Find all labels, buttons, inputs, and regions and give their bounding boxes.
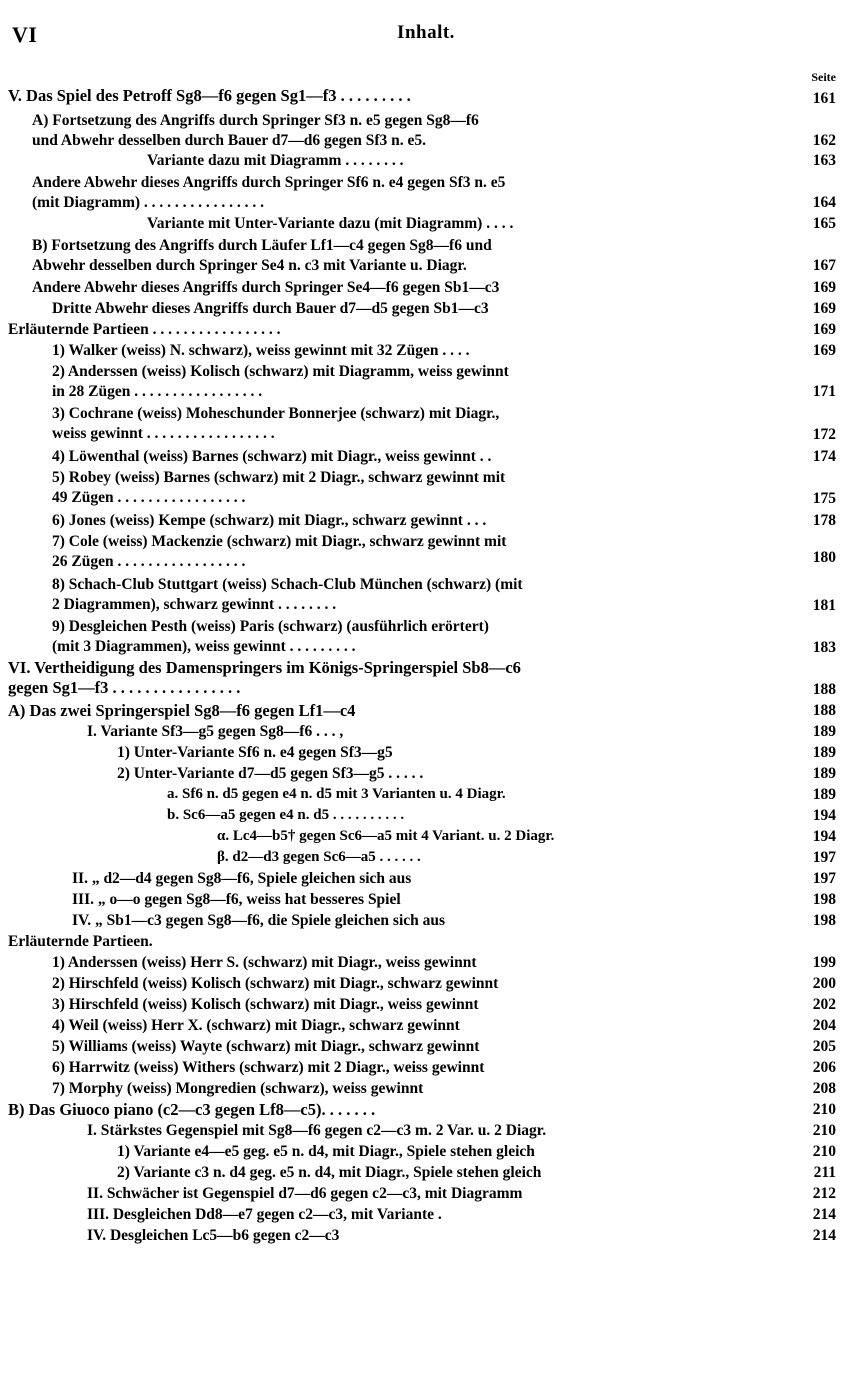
toc-entry-text: 9) Desgleichen Pesth (weiss) Paris (schwarz) (ausführlich erörtert) (mit 3 Diagrammen), weiss gewinnt . . . . . . . . . [52, 618, 489, 655]
toc-entry-page: 161 [812, 90, 836, 107]
toc-entry-page: 206 [812, 1059, 836, 1076]
toc-entry-page: 211 [813, 1164, 836, 1181]
toc-entry-text: 2) Hirschfeld (weiss) Kolisch (schwarz) mit Diagr., schwarz gewinnt [52, 975, 499, 992]
page-title: Inhalt. [397, 22, 455, 43]
toc-entry [0, 869, 852, 890]
toc-entry-text: III. „ o—o gegen Sg8—f6, weiss hat besseres Spiel [72, 891, 401, 908]
toc-entry-page: 189 [812, 744, 836, 761]
toc-entry [0, 995, 852, 1016]
toc-entry [0, 362, 852, 404]
toc-entry-page: 198 [812, 891, 836, 908]
toc-entry [0, 932, 852, 953]
toc-entry [0, 1142, 852, 1163]
toc-entry-page: 210 [812, 1101, 836, 1118]
toc-entry-text: 4) Weil (weiss) Herr X. (schwarz) mit Diagr., schwarz gewinnt [52, 1017, 460, 1034]
toc-entry-page: 199 [812, 954, 836, 971]
toc-entry-page: 189 [812, 786, 836, 803]
toc-entry [0, 617, 852, 658]
toc-entry [0, 468, 852, 511]
toc-entry [0, 1226, 852, 1247]
toc-entry-page: 197 [812, 870, 836, 887]
toc-entry-page: 214 [812, 1227, 836, 1244]
toc-entry-page: 198 [812, 912, 836, 929]
toc-entry-text: 2) Variante c3 n. d4 geg. e5 n. d4, mit Diagr., Spiele stehen gleich [117, 1164, 542, 1181]
toc-entry [0, 911, 852, 932]
toc-entry-page: 188 [812, 702, 836, 719]
toc-entry-page: 167 [812, 257, 836, 274]
toc-entry-page: 197 [812, 849, 836, 866]
toc-entry [0, 341, 852, 362]
toc-entry-text: A) Das zwei Springerspiel Sg8—f6 gegen Lf1—c4 [8, 701, 356, 720]
toc-entry [0, 890, 852, 911]
table-of-contents [0, 86, 852, 1247]
toc-entry-text: 2) Unter-Variante d7—d5 gegen Sf3—g5 . . . . . [117, 765, 424, 782]
toc-entry-text: 3) Cochrane (weiss) Moheschunder Bonnerjee (schwarz) mit Diagr., weiss gewinnt . . . . . . . . . . . . . . . . . [52, 405, 500, 442]
toc-entry-page: 200 [812, 975, 836, 992]
toc-entry [0, 299, 852, 320]
toc-entry-text: 3) Hirschfeld (weiss) Kolisch (schwarz) mit Diagr., weiss gewinnt [52, 996, 479, 1013]
toc-entry [0, 1037, 852, 1058]
toc-entry-page: 189 [812, 765, 836, 782]
toc-entry-page: 194 [812, 807, 836, 824]
toc-entry [0, 1079, 852, 1100]
toc-entry-page: 165 [812, 215, 836, 232]
toc-entry [0, 1058, 852, 1079]
toc-entry [0, 1184, 852, 1205]
toc-entry-text: a. Sf6 n. d5 gegen e4 n. d5 mit 3 Varianten u. 4 Diagr. [167, 786, 506, 802]
toc-entry [0, 764, 852, 785]
toc-entry-page: 202 [812, 996, 836, 1013]
toc-entry [0, 848, 852, 869]
toc-entry-page: 169 [812, 300, 836, 317]
toc-entry-text: 5) Robey (weiss) Barnes (schwarz) mit 2 Diagr., schwarz gewinnt mit 49 Zügen . . . . . . . . . . . . . . . . . [52, 469, 506, 506]
toc-entry-page: 169 [812, 342, 836, 359]
toc-entry-text: II. „ d2—d4 gegen Sg8—f6, Spiele gleichen sich aus [72, 870, 412, 887]
toc-entry-text: α. Lc4—b5† gegen Sc6—a5 mit 4 Variant. u. 2 Diagr. [217, 828, 555, 844]
toc-entry [0, 1016, 852, 1037]
toc-entry-text: 4) Löwenthal (weiss) Barnes (schwarz) mit Diagr., weiss gewinnt . . [52, 448, 492, 465]
toc-entry [0, 404, 852, 447]
toc-entry [0, 974, 852, 995]
toc-entry [0, 111, 852, 151]
toc-entry-text: B) Fortsetzung des Angriffs durch Läufer Lf1—c4 gegen Sg8—f6 und Abwehr desselben durch Springer Se4 n. c3 mit Variante u. Diagr. [32, 237, 492, 274]
toc-entry-page: 178 [812, 512, 836, 529]
toc-entry-page: 214 [812, 1206, 836, 1223]
toc-entry-page: 183 [812, 639, 836, 656]
toc-entry-text: 7) Cole (weiss) Mackenzie (schwarz) mit Diagr., schwarz gewinnt mit 26 Zügen . . . . . . . . . . . . . . . . . [52, 533, 507, 570]
toc-entry-text: 2) Anderssen (weiss) Kolisch (schwarz) mit Diagramm, weiss gewinnt in 28 Zügen . . . . . . . . . . . . . . . . . [52, 363, 509, 400]
toc-entry-page: 194 [812, 828, 836, 845]
toc-entry-page: 175 [812, 490, 836, 507]
toc-entry-text: I. Variante Sf3—g5 gegen Sg8—f6 . . . , [87, 723, 344, 740]
toc-entry [0, 86, 852, 111]
toc-entry-text: 6) Jones (weiss) Kempe (schwarz) mit Diagr., schwarz gewinnt . . . [52, 512, 487, 529]
page-column-header: Seite [811, 70, 836, 84]
toc-entry-text: Erläuternde Partieen. [8, 933, 153, 950]
toc-entry-text: B) Das Giuoco piano (c2—c3 gegen Lf8—c5). . . . . . . [8, 1100, 376, 1119]
toc-entry [0, 1121, 852, 1142]
toc-entry-page: 204 [812, 1017, 836, 1034]
toc-entry-text: 6) Harrwitz (weiss) Withers (schwarz) mit 2 Diagr., weiss gewinnt [52, 1059, 485, 1076]
toc-entry-text: 7) Morphy (weiss) Mongredien (schwarz), weiss gewinnt [52, 1080, 424, 1097]
toc-entry [0, 1163, 852, 1184]
toc-entry-text: Andere Abwehr dieses Angriffs durch Springer Sf6 n. e4 gegen Sf3 n. e5 (mit Diagramm) . . . . . . . . . . . . . . . . [32, 174, 506, 211]
toc-entry-text: V. Das Spiel des Petroff Sg8—f6 gegen Sg1—f3 . . . . . . . . . [8, 86, 411, 105]
toc-entry-page: 172 [812, 426, 836, 443]
toc-entry [0, 575, 852, 617]
toc-entry-text: 1) Anderssen (weiss) Herr S. (schwarz) mit Diagr., weiss gewinnt [52, 954, 477, 971]
toc-entry-text: A) Fortsetzung des Angriffs durch Springer Sf3 n. e5 gegen Sg8—f6 und Abwehr desselben durch Bauer d7—d6 gegen Sf3 n. e5. [32, 112, 479, 149]
toc-entry [0, 953, 852, 974]
toc-entry-page: 212 [812, 1185, 836, 1202]
toc-entry-page: 163 [812, 152, 836, 169]
toc-entry [0, 214, 852, 236]
toc-entry [0, 785, 852, 806]
toc-entry-page: 205 [812, 1038, 836, 1055]
toc-entry [0, 743, 852, 764]
toc-entry-page: 174 [812, 448, 836, 465]
toc-entry [0, 511, 852, 532]
toc-entry-text: 1) Walker (weiss) N. schwarz), weiss gewinnt mit 32 Zügen . . . . [52, 342, 470, 359]
toc-entry-text: VI. Vertheidigung des Damenspringers im Königs-Springerspiel Sb8—c6 gegen Sg1—f3 . . . . . . . . . . . . . . . . [8, 658, 521, 697]
toc-entry-text: Dritte Abwehr dieses Angriffs durch Bauer d7—d5 gegen Sb1—c3 [52, 300, 489, 317]
toc-entry [0, 173, 852, 214]
toc-entry-page: 162 [812, 132, 836, 149]
toc-entry-text: Andere Abwehr dieses Angriffs durch Springer Se4—f6 gegen Sb1—c3 [32, 279, 500, 296]
toc-entry-text: b. Sc6—a5 gegen e4 n. d5 . . . . . . . . . . [167, 807, 405, 823]
toc-entry [0, 827, 852, 848]
toc-entry-page: 180 [812, 549, 836, 566]
toc-entry-page: 169 [812, 279, 836, 296]
toc-entry-text: 5) Williams (weiss) Wayte (schwarz) mit Diagr., schwarz gewinnt [52, 1038, 480, 1055]
toc-entry [0, 320, 852, 341]
toc-entry-text: III. Desgleichen Dd8—e7 gegen c2—c3, mit Variante . [87, 1206, 442, 1223]
toc-entry [0, 447, 852, 468]
page-header [0, 0, 852, 50]
toc-entry [0, 1205, 852, 1226]
toc-entry [0, 722, 852, 743]
toc-entry [0, 806, 852, 827]
toc-entry [0, 151, 852, 173]
toc-entry [0, 236, 852, 278]
toc-entry [0, 658, 852, 701]
toc-entry-page: 169 [812, 321, 836, 338]
toc-entry-page: 189 [812, 723, 836, 740]
toc-entry [0, 532, 852, 575]
toc-entry-text: IV. Desgleichen Lc5—b6 gegen c2—c3 [87, 1227, 340, 1244]
toc-entry-page: 188 [812, 681, 836, 698]
toc-entry-text: II. Schwächer ist Gegenspiel d7—d6 gegen c2—c3, mit Diagramm [87, 1185, 523, 1202]
toc-entry-text: I. Stärkstes Gegenspiel mit Sg8—f6 gegen c2—c3 m. 2 Var. u. 2 Diagr. [87, 1122, 547, 1139]
toc-entry-text: IV. „ Sb1—c3 gegen Sg8—f6, die Spiele gleichen sich aus [72, 912, 446, 929]
toc-entry-text: 8) Schach-Club Stuttgart (weiss) Schach-Club München (schwarz) (mit 2 Diagrammen), schwarz gewinnt . . . . . . . . [52, 576, 523, 613]
toc-entry-text: Variante mit Unter-Variante dazu (mit Diagramm) . . . . [147, 215, 514, 232]
toc-entry-page: 171 [812, 383, 836, 400]
toc-entry-page: 164 [812, 194, 836, 211]
toc-entry-text: 1) Variante e4—e5 geg. e5 n. d4, mit Diagr., Spiele stehen gleich [117, 1143, 535, 1160]
toc-entry-text: β. d2—d3 gegen Sc6—a5 . . . . . . [217, 849, 421, 865]
toc-entry [0, 1100, 852, 1121]
toc-entry-text: Erläuternde Partieen . . . . . . . . . . . . . . . . . [8, 321, 281, 338]
toc-entry-text: 1) Unter-Variante Sf6 n. e4 gegen Sf3—g5 [117, 744, 393, 761]
toc-entry-page: 210 [812, 1122, 836, 1139]
toc-entry-page: 208 [812, 1080, 836, 1097]
toc-entry [0, 701, 852, 722]
toc-entry-page: 210 [812, 1143, 836, 1160]
toc-entry [0, 278, 852, 299]
page-number: VI [12, 22, 38, 47]
toc-entry-page: 181 [812, 597, 836, 614]
toc-entry-text: Variante dazu mit Diagramm . . . . . . . . [147, 152, 404, 169]
